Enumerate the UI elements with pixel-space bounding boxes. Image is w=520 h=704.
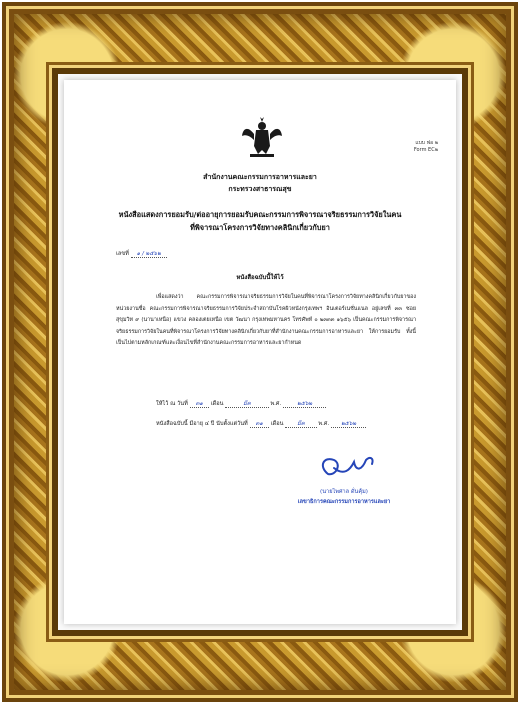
form-number-thai: แบบ ฟอ ๒: [415, 140, 438, 146]
document-title: [104, 208, 416, 234]
form-number: [414, 140, 438, 154]
validity-prefix: หนังสือฉบับนี้ มีอายุ ๔ ปี นับตั้งแต่วันที่: [156, 421, 248, 427]
issue-date-month: มีค: [225, 401, 268, 408]
issue-date-prefix: ให้ไว้ ณ วันที่: [156, 401, 188, 407]
certificate-heading: หนังสือฉบับนี้ให้ไว้: [236, 274, 284, 281]
signature-image: [314, 448, 384, 484]
title-line-2: ที่พิจารณาโครงการวิจัยทางคลินิกเกี่ยวกับยา: [190, 223, 330, 232]
form-number-code: Form EC๒: [413, 147, 438, 153]
issue-date-year: ๒๕๖๒: [283, 401, 326, 408]
title-line-1: หนังสือแสดงการยอมรับ/ต่ออายุการยอมรับคณะกรรมการพิจารณาจริยธรรมการวิจัยในคน: [118, 210, 402, 219]
validity-day: ๓๑: [250, 421, 269, 428]
certificate-document: [64, 80, 456, 624]
validity-month-label: เดือน: [270, 421, 284, 427]
doc-number-row: [116, 250, 167, 258]
doc-number-label: เลขที่: [116, 251, 129, 257]
issuer-office: สำนักงานคณะกรรมการอาหารและยา: [203, 173, 317, 181]
validity-year-label: พ.ศ.: [318, 421, 330, 427]
validity-month: มีค: [285, 421, 316, 428]
signatory-position: เลขาธิการคณะกรรมการอาหารและยา: [297, 499, 391, 505]
garuda-emblem-icon: [240, 116, 284, 160]
body-paragraph: เพื่อแสดงว่า คณะกรรมการพิจารณาจริยธรรมการวิจัยในคนที่พิจารณาโครงการวิจัยทางคลินิกเกี่ยวกับยาของหน่วยงานชื่อ คณะกรรมการพิจารณาจริยธรรมการวิจัยประจำสถาบันโรคผิวหนังกรุงเทพฯ อินเตอร์เนชั่นแนล อยู่เลขที่ ๓๓ ซอย สุขุมวิท ๙ (นานาเหนือ) แขวง คลองเตยเหนือ เขต วัฒนา กรุงเทพมหานคร โทรศัพท์ ๐ ๒๓๓๓ ๑๖๕๖ เป็นคณะกรรมการพิจารณาจริยธรรมการวิจัยในคนที่พิจารณาโครงการวิจัยทางคลินิกเกี่ยวกับยาที่สำนักงานคณะกรรมการอาหารและยา ให้การยอมรับ ทั้งนี้ เป็นไปตามหลักเกณฑ์และเงื่อนไขที่สำนักงานคณะกรรมการอาหารและยากำหนด: [116, 294, 416, 346]
issue-date-year-label: พ.ศ.: [270, 401, 282, 407]
doc-number-value: ๑ / ๒๕๖๒: [131, 251, 167, 258]
issue-date-row: [156, 400, 326, 408]
signatory-name: (นายไพศาล ดั่นคุ้ม): [320, 489, 368, 495]
issue-date-day: ๓๑: [190, 401, 209, 408]
issue-date-month-label: เดือน: [210, 401, 224, 407]
validity-year: ๒๕๖๒: [331, 421, 366, 428]
validity-row: [156, 420, 366, 428]
issuer-ministry: กระทรวงสาธารณสุข: [228, 185, 292, 193]
